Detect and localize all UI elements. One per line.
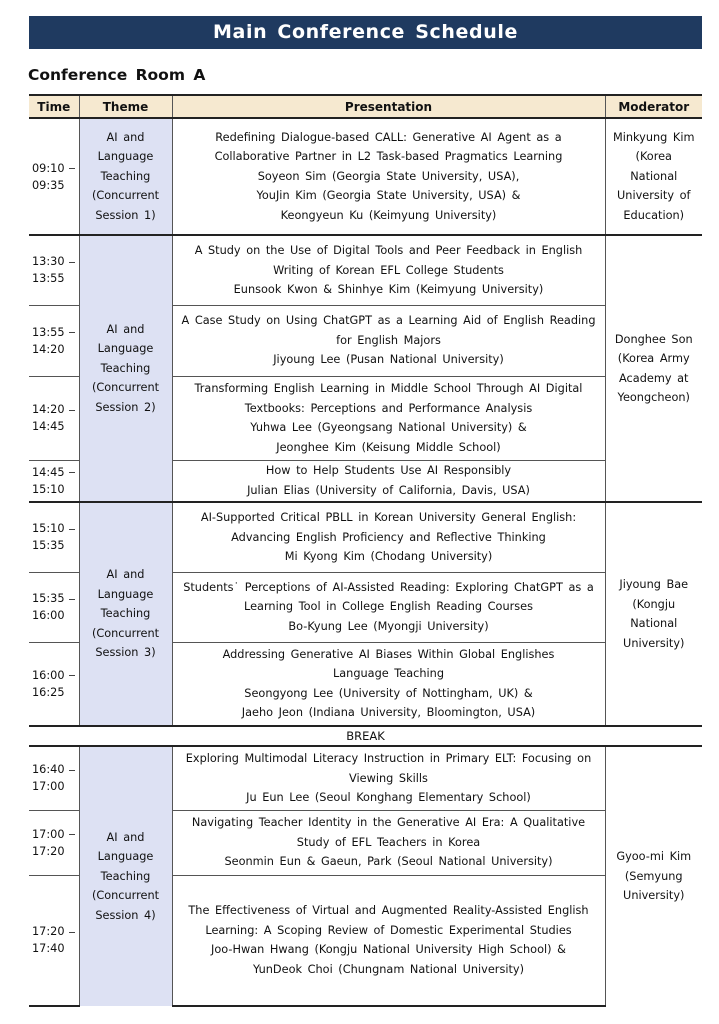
table-row [29, 746, 702, 810]
talk-time [29, 502, 79, 572]
text-line: Seonmin Eun & Gaeun, Park (Seoul National University) [224, 855, 553, 869]
text-line: Keongyeun Ku (Keimyung University) [280, 208, 497, 222]
session-theme [79, 502, 172, 726]
end-time: 15:35 [32, 539, 65, 553]
talk-time [29, 810, 79, 875]
text-line: A Case Study on Using ChatGPT as a Learning Aid of English Reading [181, 314, 596, 328]
text-line: Exploring Multimodal Literacy Instruction in Primary ELT: Focusing on [185, 752, 592, 765]
text-line: Gyoo-mi Kim [616, 850, 692, 864]
table-header-row [29, 95, 702, 118]
talk-time [29, 746, 79, 810]
text-line: University of [617, 189, 691, 203]
session-moderator [605, 502, 702, 726]
text-line: Language [97, 342, 154, 356]
text-line: Jaeho Jeon (Indiana University, Bloomington, USA) [241, 706, 536, 720]
text-line: Session 1) [95, 208, 156, 222]
start-time: 13:30 [32, 255, 65, 269]
text-line: Jiyoung Lee (Pusan National University) [273, 353, 504, 367]
text-line: Jeonghee Kim (Keisung Middle School) [276, 440, 501, 454]
text-line: Study of EFL Teachers in Korea [296, 835, 481, 849]
break-row [29, 726, 702, 746]
dash-line [69, 262, 75, 263]
text-line: Viewing Skills [349, 771, 428, 785]
talk-time [29, 460, 79, 502]
text-line: Addressing Generative AI Biases Within Global Englishes [222, 647, 555, 661]
text-line: (Korea [635, 150, 672, 164]
schedule-title-banner [29, 16, 702, 49]
text-line: Advancing English Proficiency and Reflective Thinking [231, 530, 546, 544]
end-time: 17:20 [32, 844, 65, 858]
talk-time [29, 118, 79, 235]
text-line: AI and [106, 830, 145, 844]
text-line: Bo-Kyung Lee (Myongji University) [288, 619, 489, 633]
text-line: Soyeon Sim (Georgia State University, USA), [257, 169, 520, 183]
presentation-cell [172, 118, 605, 235]
text-line: for English Majors [336, 333, 441, 347]
room-heading: Conference Room A [28, 66, 206, 84]
start-time: 16:40 [32, 763, 65, 777]
session-moderator [605, 235, 702, 502]
table-row [29, 118, 702, 235]
dash-line [69, 168, 75, 169]
text-line: Language [97, 587, 154, 601]
text-line: Eunsook Kwon & Shinhye Kim (Keimyung University) [233, 283, 544, 296]
start-time: 14:20 [32, 403, 65, 416]
column-header-theme: Theme [79, 95, 172, 118]
text-line: (Semyung [624, 869, 683, 883]
presentation-cell [172, 572, 605, 642]
text-line: Joo-Hwan Hwang (Kongju National University High School) & [211, 943, 566, 957]
text-line: The Effectiveness of Virtual and Augmented Reality-Assisted English [188, 904, 589, 918]
text-line: Session 2) [95, 400, 156, 414]
dash-line [69, 770, 75, 771]
presentation-cell [172, 502, 605, 572]
text-line: (Concurrent [91, 381, 160, 395]
start-time: 09:10 [32, 161, 65, 175]
text-line: Seongyong Lee (University of Nottingham, UK) & [244, 686, 533, 700]
end-time: 16:25 [32, 685, 65, 699]
text-line: University) [623, 889, 685, 903]
text-line: Jiyoung Bae [619, 578, 689, 591]
schedule-body [29, 118, 702, 1006]
end-time: 17:00 [32, 780, 65, 794]
text-line: Session 3) [95, 646, 156, 660]
dash-line [69, 834, 75, 835]
text-line: Language [97, 850, 154, 864]
talk-time [29, 642, 79, 726]
text-line: Education) [623, 208, 685, 222]
text-line: Learning: A Scoping Review of Domestic Experimental Studies [205, 923, 572, 937]
session-moderator [605, 118, 702, 235]
text-line: A Study on the Use of Digital Tools and Peer Feedback in English [194, 244, 583, 257]
text-line: National [630, 617, 678, 630]
text-line: AI and [106, 322, 145, 336]
text-line: Writing of Korean EFL College Students [273, 263, 504, 277]
end-time: 15:10 [32, 482, 65, 496]
end-time: 16:00 [32, 609, 65, 622]
presentation-cell [172, 235, 605, 305]
text-line: AI and [106, 130, 145, 144]
dash-line [69, 472, 75, 473]
session-theme [79, 746, 172, 1006]
table-row [29, 235, 702, 305]
column-header-moderator: Moderator [605, 95, 702, 118]
text-line: (Kongju [632, 597, 676, 611]
dash-line [69, 599, 75, 600]
start-time: 15:10 [32, 522, 65, 536]
session-moderator [605, 746, 702, 1006]
text-line: Language Teaching [332, 667, 445, 681]
text-line: Yeongcheon) [617, 391, 690, 404]
text-line: Learning Tool in College English Reading Courses [244, 600, 533, 614]
talk-time [29, 875, 79, 1006]
text-line: University) [623, 636, 685, 650]
presentation-cell [172, 305, 605, 376]
start-time: 16:00 [32, 668, 65, 682]
presentation-cell [172, 746, 605, 810]
text-line: Yuhwa Lee (Gyeongsang National University) & [250, 421, 527, 434]
text-line: Minkyung Kim [612, 130, 695, 144]
text-line: Language [97, 150, 154, 164]
text-line: (Concurrent [91, 189, 160, 203]
session-theme [79, 235, 172, 502]
column-header-presentation: Presentation [172, 95, 605, 118]
text-line: Julian Elias (University of California, Davis, USA) [247, 483, 530, 497]
dash-line [69, 410, 75, 411]
presentation-cell [172, 460, 605, 502]
table-row [29, 502, 702, 572]
dash-line [69, 529, 75, 530]
break-label: BREAK [29, 726, 702, 746]
text-line: National [630, 169, 678, 183]
text-line: Students˙ Perceptions of AI-Assisted Reading: Exploring ChatGPT as a [183, 580, 594, 594]
start-time: 17:20 [32, 925, 65, 939]
dash-line [69, 675, 75, 676]
session-theme [79, 118, 172, 235]
text-line: AI-Supported Critical PBLL in Korean University General English: [200, 511, 577, 524]
presentation-cell [172, 642, 605, 726]
text-line: Transforming English Learning in Middle School Through AI Digital [194, 382, 583, 395]
text-line: Textbooks: Perceptions and Performance Analysis [244, 401, 533, 415]
talk-time [29, 305, 79, 376]
start-time: 17:00 [32, 827, 65, 841]
text-line: Teaching [100, 169, 151, 183]
talk-time [29, 235, 79, 305]
start-time: 14:45 [32, 465, 65, 479]
presentation-cell [172, 376, 605, 460]
text-line: How to Help Students Use AI Responsibly [265, 464, 512, 478]
presentation-cell [172, 875, 605, 1006]
start-time: 15:35 [32, 592, 65, 605]
text-line: AI and [106, 568, 145, 582]
column-header-time: Time [29, 95, 79, 118]
text-line: Academy at [619, 371, 689, 385]
text-line: Teaching [100, 869, 151, 883]
text-line: Redefining Dialogue-based CALL: Generative AI Agent as a [215, 130, 562, 144]
presentation-cell [172, 810, 605, 875]
end-time: 13:55 [32, 272, 65, 286]
text-line: Navigating Teacher Identity in the Generative AI Era: A Qualitative [191, 816, 586, 830]
text-line: (Korea Army [617, 352, 690, 365]
text-line: YunDeok Choi (Chungnam National University) [253, 962, 524, 976]
text-line: (Concurrent [91, 889, 160, 903]
start-time: 13:55 [32, 325, 65, 339]
talk-time [29, 572, 79, 642]
schedule-table [29, 94, 702, 1007]
text-line: (Concurrent [91, 626, 160, 640]
text-line: Collaborative Partner in L2 Task-based Pragmatics Learning [214, 150, 563, 164]
talk-time [29, 376, 79, 460]
end-time: 09:35 [32, 178, 65, 192]
schedule-title: Main Conference Schedule [213, 21, 518, 43]
text-line: Ju Eun Lee (Seoul Konghang Elementary School) [246, 791, 531, 804]
dash-line [69, 332, 75, 333]
end-time: 17:40 [32, 942, 65, 956]
text-line: Mi Kyong Kim (Chodang University) [284, 550, 493, 563]
text-line: Donghee Son [614, 332, 693, 346]
text-line: Teaching [100, 607, 151, 621]
dash-line [69, 932, 75, 933]
end-time: 14:20 [32, 342, 65, 356]
text-line: Teaching [100, 361, 151, 375]
text-line: YouJin Kim (Georgia State University, USA) & [256, 189, 521, 203]
end-time: 14:45 [32, 420, 65, 433]
text-line: Session 4) [95, 908, 156, 922]
